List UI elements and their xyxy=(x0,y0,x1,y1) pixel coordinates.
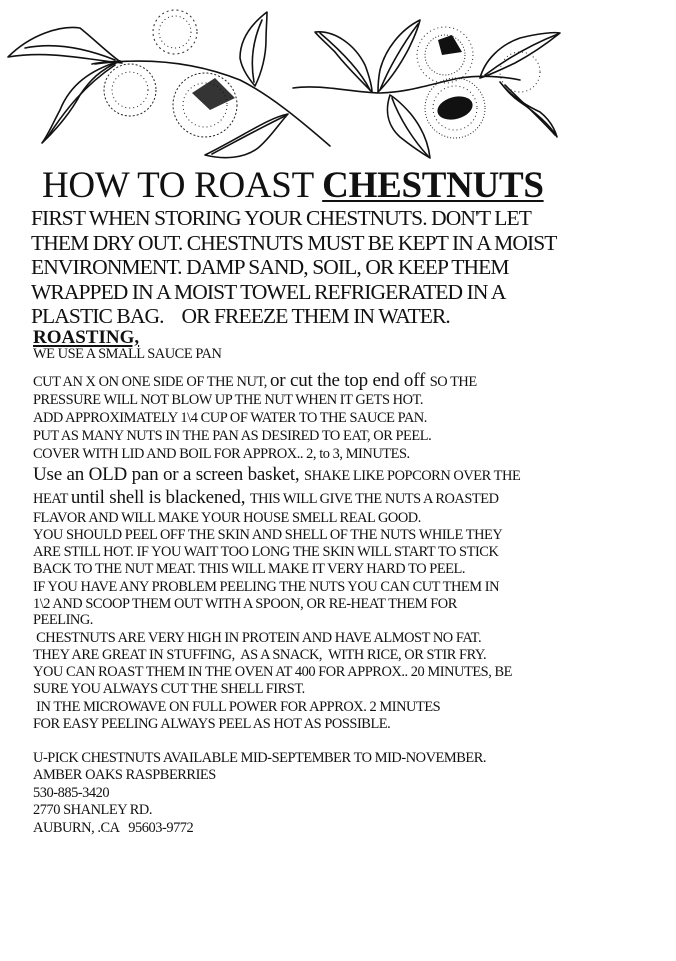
instruction-text: until shell is blackened, xyxy=(70,487,250,508)
instruction-line: WE USE A SMALL SAUCE PAN xyxy=(33,346,222,362)
instruction-line: COVER WITH LID AND BOIL FOR APPROX.. 2, to 3, MINUTES. xyxy=(33,446,410,462)
instruction-line: PEELING. xyxy=(33,612,93,628)
instruction-line: IF YOU HAVE ANY PROBLEM PEELING THE NUTS YOU CAN CUT THEM IN xyxy=(33,579,500,595)
intro-line: ENVIRONMENT. DAMP SAND, SOIL, OR KEEP THEM xyxy=(31,255,509,280)
instruction-line: PRESSURE WILL NOT BLOW UP THE NUT WHEN IT GETS HOT. xyxy=(33,392,423,408)
intro-line: PLASTIC BAG. OR FREEZE THEM IN WATER. xyxy=(31,304,450,329)
instruction-line: THEY ARE GREAT IN STUFFING, AS A SNACK, WITH RICE, OR STIR FRY. xyxy=(33,647,487,663)
instruction-text: SO THE xyxy=(429,374,477,390)
intro-line: FIRST WHEN STORING YOUR CHESTNUTS. DON'T LET xyxy=(31,206,532,230)
instruction-line: 1\2 AND SCOOP THEM OUT WITH A SPOON, OR RE-HEAT THEM FOR xyxy=(33,596,457,612)
storage-instructions xyxy=(31,206,671,329)
instruction-line: ADD APPROXIMATELY 1\4 CUP OF WATER TO THE SAUCE PAN. xyxy=(33,410,427,426)
instruction-line: BACK TO THE NUT MEAT. THIS WILL MAKE IT VERY HARD TO PEEL. xyxy=(33,561,466,577)
instruction-line: IN THE MICROWAVE ON FULL POWER FOR APPROX. 2 MINUTES xyxy=(33,699,441,715)
street-address: 2770 SHANLEY RD. xyxy=(33,802,152,818)
intro-line: THEM DRY OUT. CHESTNUTS MUST BE KEPT IN A MOIST xyxy=(31,230,557,255)
instruction-line xyxy=(33,487,499,509)
instruction-text: HEAT xyxy=(33,491,71,507)
instruction-line: FLAVOR AND WILL MAKE YOUR HOUSE SMELL REAL GOOD. xyxy=(33,510,421,526)
intro-line: WRAPPED IN A MOIST TOWEL REFRIGERATED IN A xyxy=(31,279,506,304)
page-title xyxy=(42,166,544,206)
instruction-text: CUT AN X ON ONE SIDE OF THE NUT, xyxy=(33,374,270,390)
availability-text: U-PICK CHESTNUTS AVAILABLE MID-SEPTEMBER TO MID-NOVEMBER. xyxy=(33,750,487,766)
title-emphasis: CHESTNUTS xyxy=(322,165,544,206)
instruction-line xyxy=(33,370,477,392)
phone-number: 530-885-3420 xyxy=(33,785,110,801)
instruction-line xyxy=(33,464,520,486)
instruction-line: CHESTNUTS ARE VERY HIGH IN PROTEIN AND HAVE ALMOST NO FAT. xyxy=(33,630,482,646)
city-state-zip: AUBURN, .CA 95603-9772 xyxy=(33,820,194,836)
chestnut-branch-illustration-icon xyxy=(0,0,676,168)
instruction-line: PUT AS MANY NUTS IN THE PAN AS DESIRED TO EAT, OR PEEL. xyxy=(33,428,432,444)
instruction-line: FOR EASY PEELING ALWAYS PEEL AS HOT AS POSSIBLE. xyxy=(33,716,391,732)
instruction-text: or cut the top end off xyxy=(270,370,430,391)
roasting-heading: ROASTING, xyxy=(33,327,140,348)
instruction-line: YOU SHOULD PEEL OFF THE SKIN AND SHELL OF THE NUTS WHILE THEY xyxy=(33,527,503,543)
instruction-line: ARE STILL HOT. IF YOU WAIT TOO LONG THE SKIN WILL START TO STICK xyxy=(33,544,499,560)
instruction-text: THIS WILL GIVE THE NUTS A ROASTED xyxy=(249,491,499,507)
instruction-text: Use an OLD pan or a screen basket, xyxy=(33,464,305,485)
instruction-line: YOU CAN ROAST THEM IN THE OVEN AT 400 FOR APPROX.. 20 MINUTES, BE xyxy=(33,664,513,680)
business-name: AMBER OAKS RASPBERRIES xyxy=(33,767,216,783)
instruction-text: SHAKE LIKE POPCORN OVER THE xyxy=(304,468,521,484)
instruction-line: SURE YOU ALWAYS CUT THE SHELL FIRST. xyxy=(33,681,305,697)
title-prefix: HOW TO ROAST xyxy=(42,165,323,206)
